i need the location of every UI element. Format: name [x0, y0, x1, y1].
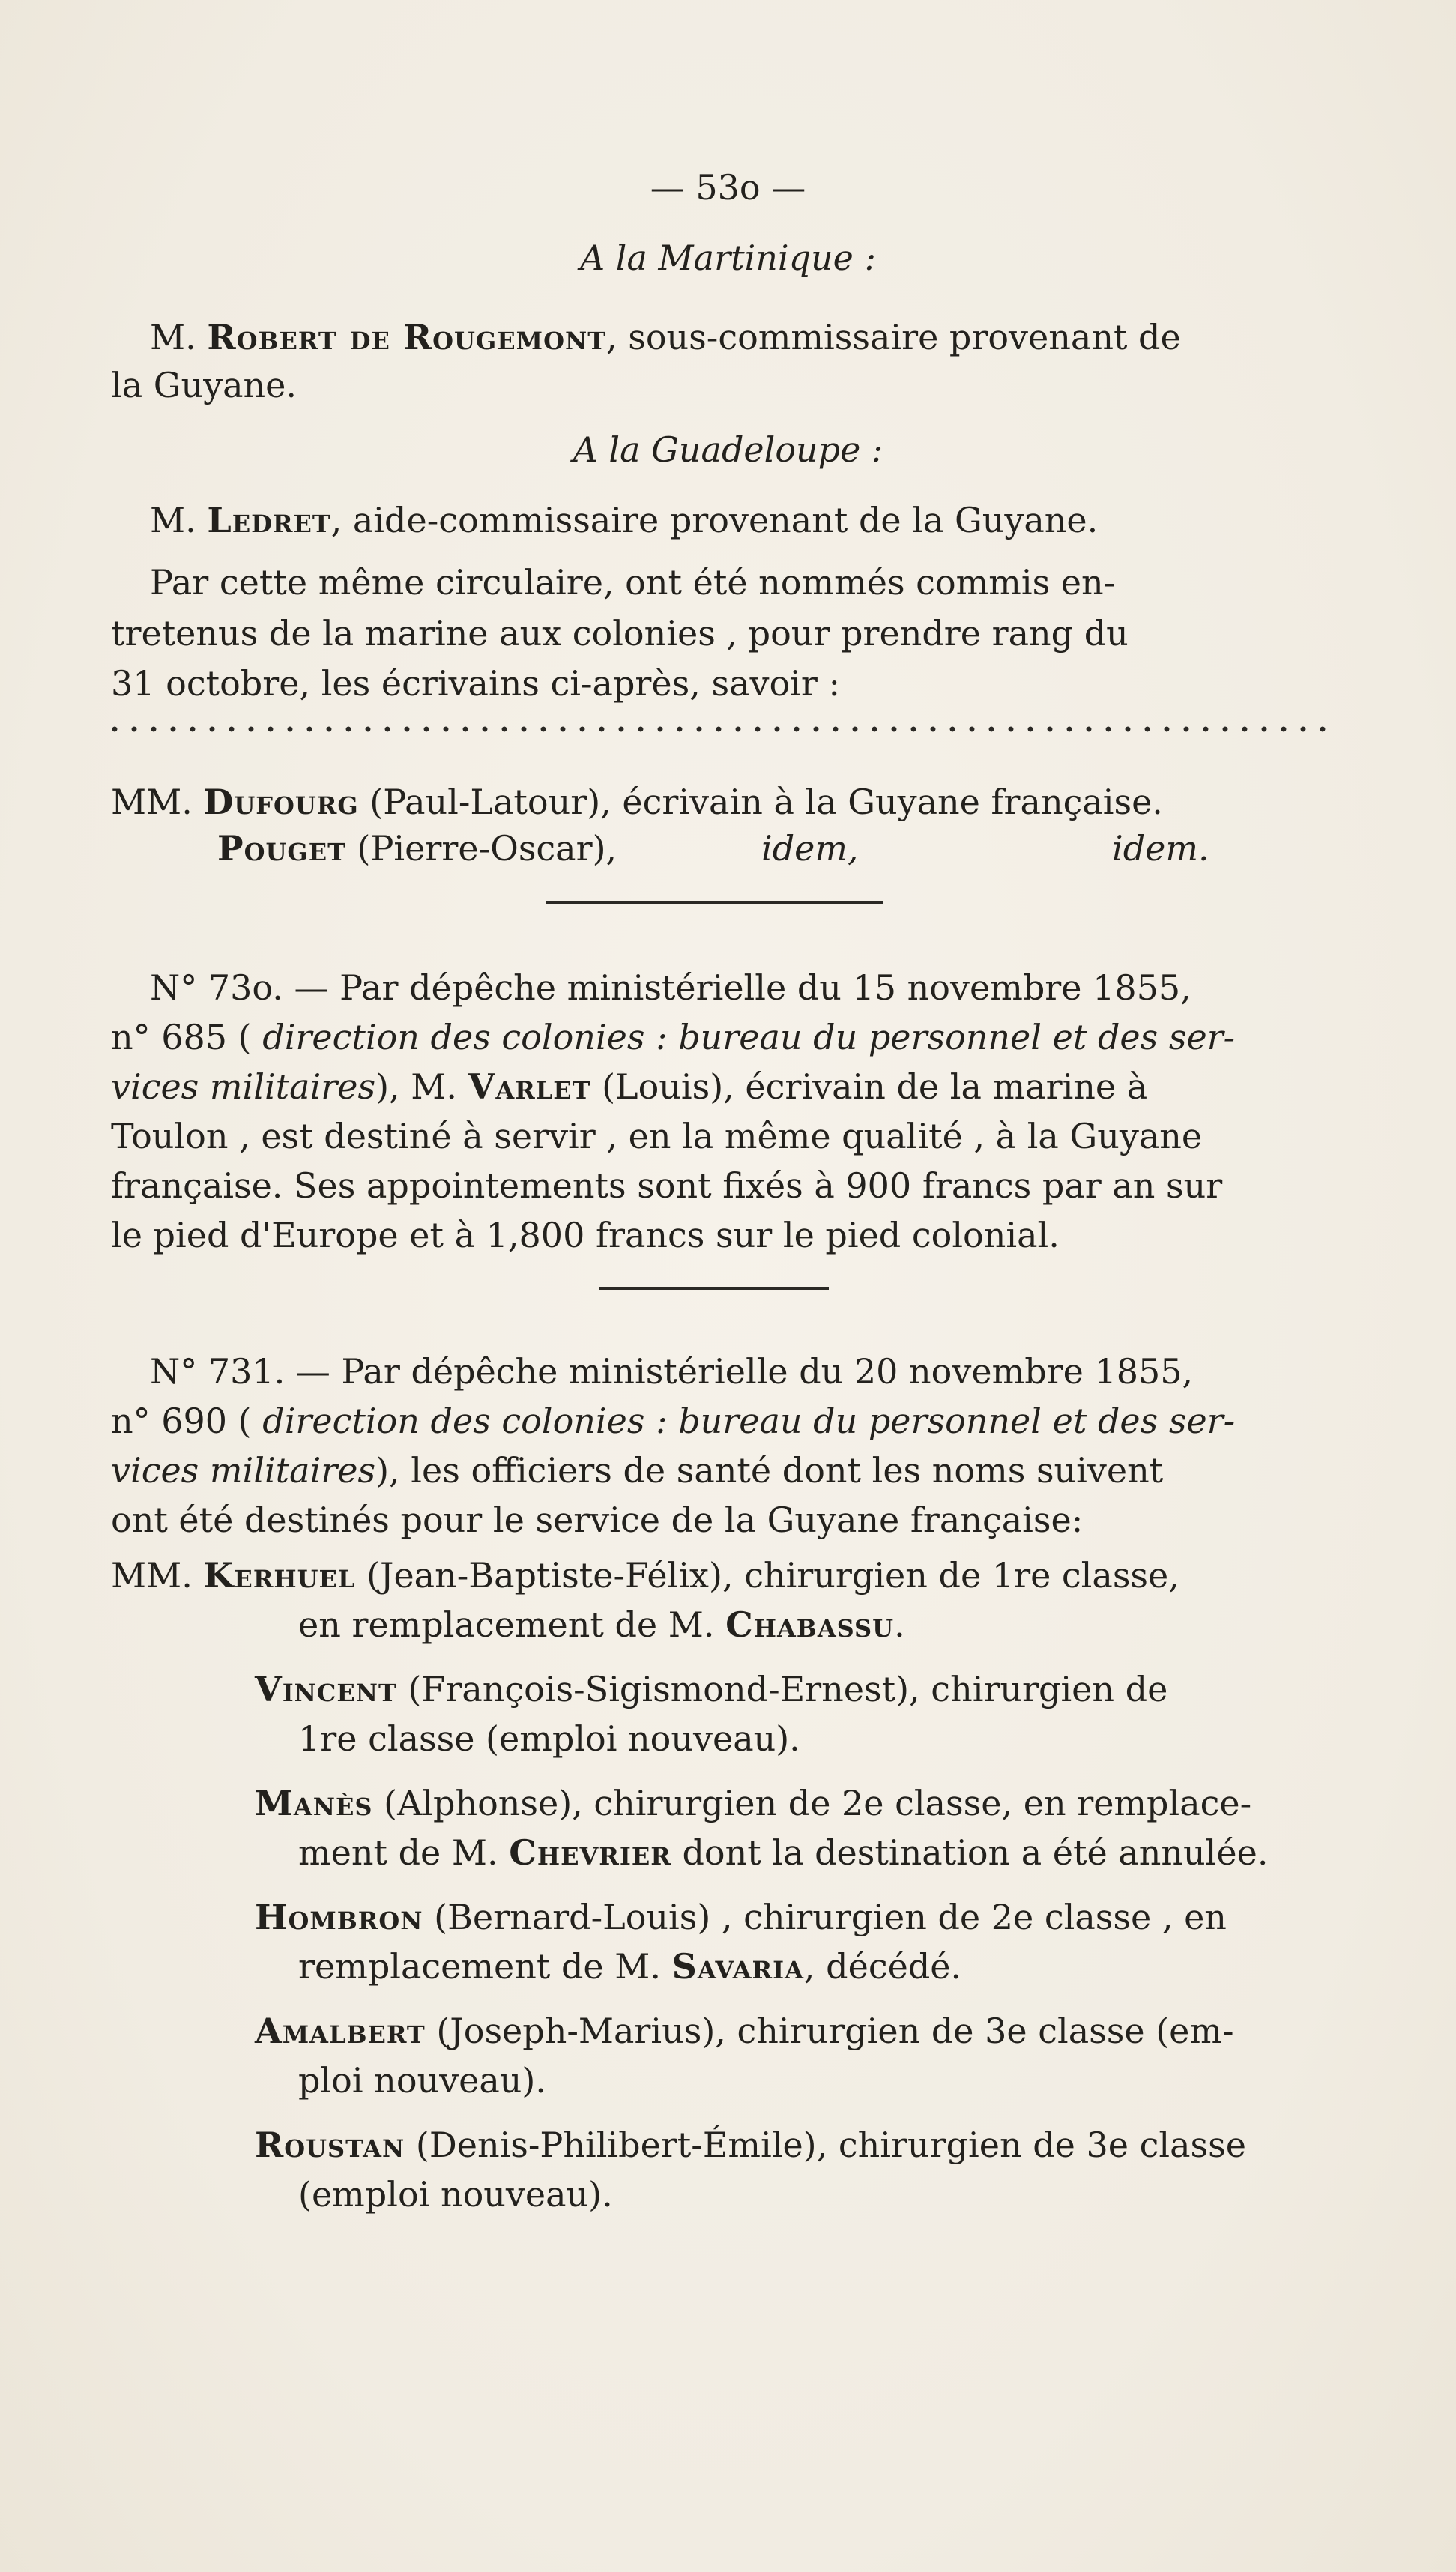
officer-line-cont — [298, 1829, 1268, 1877]
entry-730-line: Toulon , est destiné à servir , en la même qualité , à la Guyane — [111, 1116, 1203, 1156]
officer-line-cont: (emploi nouveau). — [298, 2174, 613, 2215]
person-name: Roustan — [255, 2125, 405, 2165]
officer-line-cont: 1re classe (emploi nouveau). — [298, 1718, 800, 1759]
appointment-text: , aide-commissaire provenant de la Guyane. — [330, 500, 1099, 540]
person-name: Pouget — [217, 828, 346, 869]
clerk-pouget — [217, 824, 617, 872]
entry-730-line: le pied d'Europe et à 1,800 francs sur le pied colonial. — [111, 1215, 1060, 1255]
department-text: direction des colonies : bureau du personnel et des ser- — [251, 1017, 1236, 1057]
martinique-appointment-cont: la Guyane. — [111, 365, 297, 405]
department-text: vices militaires — [111, 1450, 376, 1491]
person-name: Ledret — [207, 500, 331, 540]
page-number: — 53o — — [650, 167, 806, 208]
entry-730-line: N° 73o. — Par dépêche ministérielle du 15 novembre 1855, — [150, 967, 1191, 1008]
officer-line — [255, 1779, 1251, 1827]
martinique-appointment — [150, 313, 1181, 361]
person-name: Dufourg — [203, 782, 359, 822]
entry-730-line: française. Ses appointements sont fixés à 900 francs par an sur — [111, 1165, 1223, 1206]
person-name: Savaria — [671, 1946, 804, 1987]
text: (Denis-Philibert-Émile), chirurgien de 3e classe — [405, 2125, 1246, 2165]
person-name: Robert de Rougemont — [207, 317, 607, 357]
entry-number: n° 690 ( — [111, 1401, 252, 1441]
circular-paragraph-line: Par cette même circulaire, ont été nommés commis en- — [150, 562, 1116, 603]
entry-731-line — [111, 1446, 1163, 1494]
text: en remplacement de M. — [298, 1605, 726, 1645]
person-name: Vincent — [255, 1669, 397, 1709]
prefix: MM. — [111, 1555, 204, 1596]
entry-730-line — [111, 1063, 1147, 1111]
text: remplacement de M. — [298, 1946, 672, 1987]
person-name: Chabassu — [725, 1605, 895, 1645]
text: , décédé. — [803, 1946, 962, 1987]
clerk-dufourg — [111, 778, 1163, 826]
guadeloupe-appointment — [150, 496, 1098, 544]
prefix: MM. — [111, 782, 204, 822]
text: dont la destination a été annulée. — [671, 1832, 1269, 1873]
department-text: direction des colonies : bureau du personnel et des ser- — [251, 1401, 1236, 1441]
text: (Bernard-Louis) , chirurgien de 2e classe , en — [423, 1897, 1227, 1937]
officer-line — [255, 1665, 1167, 1713]
appointment-text: (Pierre-Oscar), — [345, 828, 617, 869]
text: ), M. — [375, 1066, 468, 1107]
idem-1: idem, — [761, 828, 859, 869]
text: ment de M. — [298, 1832, 510, 1873]
text: (François-Sigismond-Ernest), chirurgien de — [396, 1669, 1168, 1709]
circular-paragraph-line: tretenus de la marine aux colonies , pour prendre rang du — [111, 613, 1129, 653]
department-text: vices militaires — [111, 1066, 376, 1107]
text: ), les officiers de santé dont les noms suivent — [375, 1450, 1164, 1491]
officer-line-cont — [298, 1942, 961, 1990]
section-rule — [546, 901, 883, 904]
person-name: Amalbert — [255, 2011, 426, 2051]
officer-line — [255, 2007, 1234, 2055]
officer-line — [111, 1551, 1179, 1599]
section-rule — [599, 1287, 829, 1290]
idem-2: idem. — [1112, 828, 1209, 869]
text: (Jean-Baptiste-Félix), chirurgien de 1re classe, — [355, 1555, 1179, 1596]
dotted-separator — [105, 724, 1334, 734]
text: (Alphonse), chirurgien de 2e classe, en remplace- — [372, 1783, 1252, 1823]
prefix: M. — [150, 317, 208, 357]
person-name: Manès — [255, 1783, 373, 1823]
person-name: Chevrier — [509, 1832, 671, 1873]
entry-731-line: N° 731. — Par dépêche ministérielle du 20 novembre 1855, — [150, 1351, 1194, 1392]
entry-731-line — [111, 1397, 1235, 1445]
circular-paragraph-line: 31 octobre, les écrivains ci-après, savoir : — [111, 663, 841, 704]
appointment-text: (Paul-Latour), écrivain à la Guyane française. — [358, 782, 1163, 822]
text: (Joseph-Marius), chirurgien de 3e classe (em- — [425, 2011, 1234, 2051]
appointment-text: , sous-commissaire provenant de — [606, 317, 1181, 357]
heading-guadeloupe: A la Guadeloupe : — [573, 429, 883, 470]
officer-line-cont: ploi nouveau). — [298, 2060, 546, 2101]
person-name: Varlet — [468, 1066, 591, 1107]
prefix: M. — [150, 500, 208, 540]
officer-line — [255, 1893, 1227, 1941]
heading-martinique: A la Martinique : — [579, 238, 877, 278]
text: (Louis), écrivain de la marine à — [590, 1066, 1148, 1107]
entry-731-line: ont été destinés pour le service de la Guyane française: — [111, 1500, 1084, 1540]
person-name: Kerhuel — [203, 1555, 356, 1596]
officer-line-cont — [298, 1601, 905, 1649]
officer-line — [255, 2121, 1246, 2169]
entry-number: n° 685 ( — [111, 1017, 252, 1057]
text: . — [894, 1605, 905, 1645]
person-name: Hombron — [255, 1897, 423, 1937]
entry-730-line — [111, 1013, 1235, 1061]
